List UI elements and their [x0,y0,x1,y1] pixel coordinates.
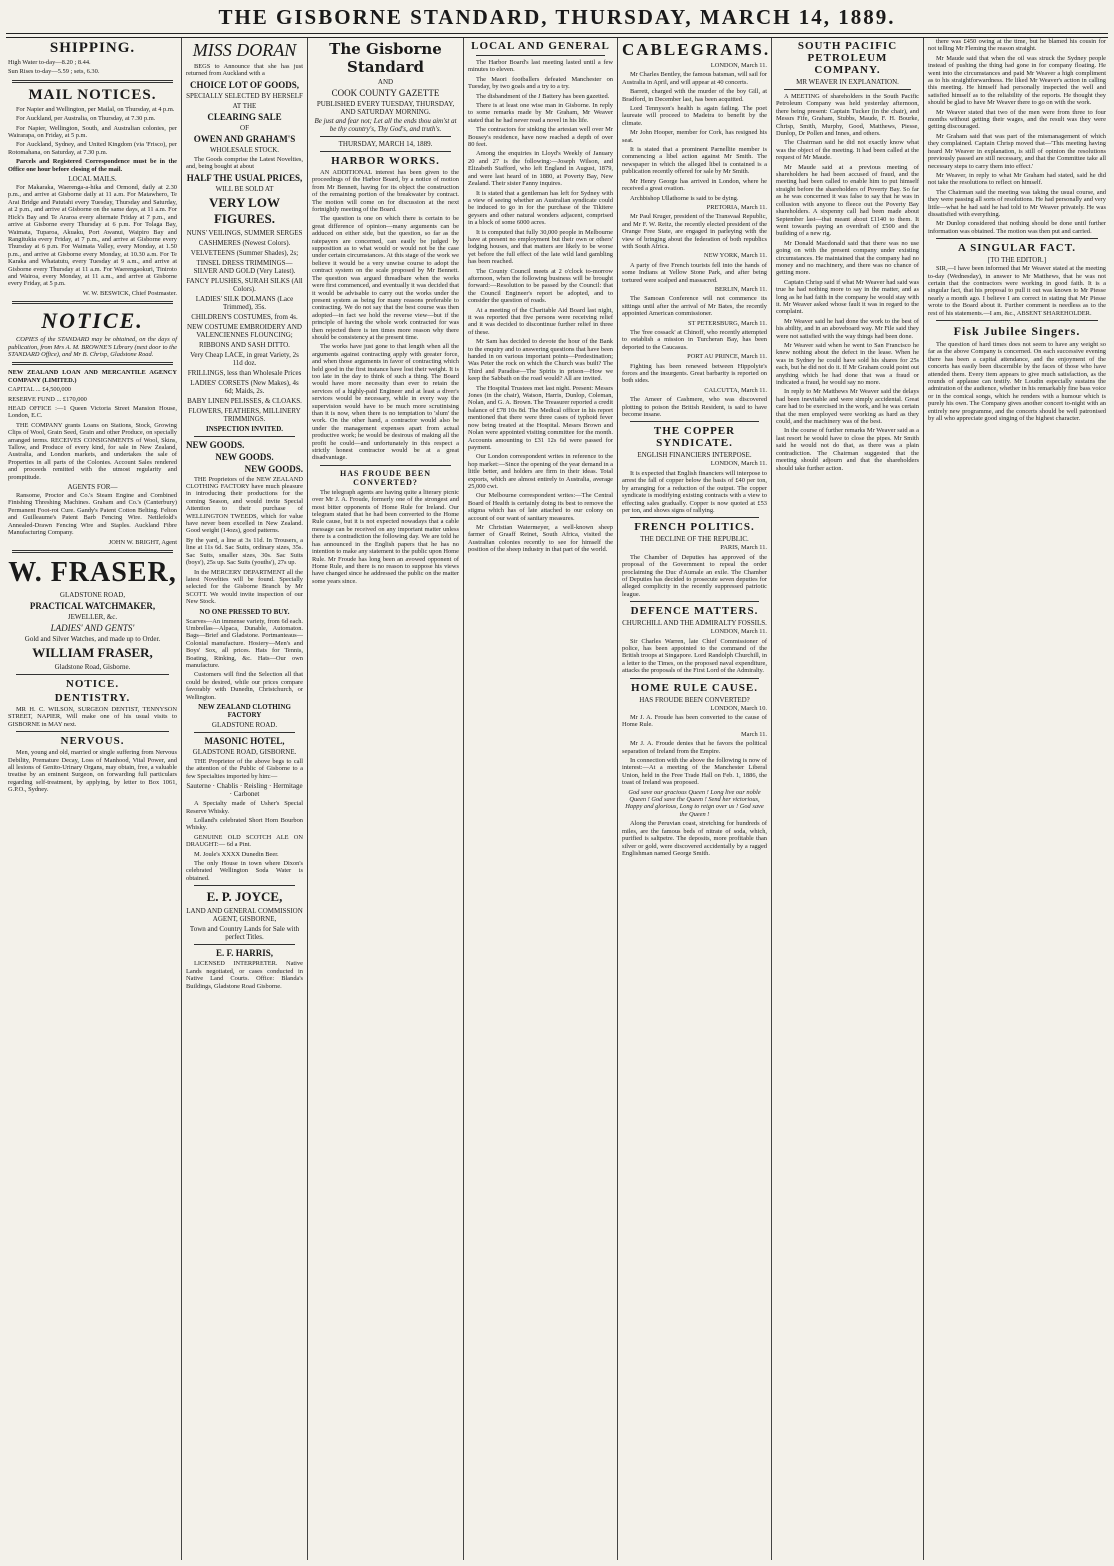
dentistry-heading: DENTISTRY. [54,691,131,704]
reserve-line: RESERVE FUND ... £170,000 [8,395,87,403]
home-rule-subheading: HAS FROUDE BEEN CONVERTED? [639,695,750,704]
petroleum-paragraph: Mr Donald Macdonald said that there was no use going on with the present company under existing circumstances. He maintained that the company had no money and no machinery, and there was no chance of getting more. [776,239,919,277]
french-heading: FRENCH POLITICS. [634,521,755,534]
goods-item: NEW COSTUME EMBROIDERY AND VALENCIENNES FLOUNCING; [187,322,302,339]
agents-heading: AGENTS FOR— [67,483,118,492]
cable-item: Mr Paul Kruger, president of the Transvaal Republic, and Mr F. W. Reitz, the recently elected president of the Orange Free State, are engaged in parleying with the view of bringing about the federation of both republics with South Africa. [622,213,767,250]
cable-item: The 'free cossack' at Chinoff, who recently attempted to establish a mission in Turcheran Bay, has been deported to the Caucasus. [622,329,767,351]
column-2 [182,38,308,1560]
goods-item: LADIES' CORSETS (New Makes), 4s 6d; Maids, 2s. [190,378,299,395]
petroleum-continued: Mr Maude said that when the oil was struck the Sydney people instead of pushing the thing had gone in for company floating. He went into the circumstances and paid Mr Weaver a high compliment as to his straightforwardness. He liked Mr Weaver's action in calling this meeting. He himself had personally inspected the well and satisfied himself as to the reliability of the reports. He thought they should be glad to have Mr Weaver there to go on with the work. [928,54,1106,107]
copper-subheading: ENGLISH FINANCIERS INTERPOSE. [637,451,752,460]
divider [320,136,451,137]
goods-item: CHILDREN'S COSTUMES, from 4s. [191,312,298,321]
harbor-paragraph: The works have just gone to that length when all the arguments against contracting apply with greater force, and when those arguments in favor of contracting which held good in the first instance have lost their weight. It is too late in the day to think of such a thing. The Board would have more necessity than ever to retain the services of a highly-paid Engineer and at least a diver's services would be necessary, while in every way the supervision would have to be much more scrutinising than it is now, when there is no temptation to 'slum' the work. On the other hand, a contractor would also be under the management expenses apart from actual productive work; he would be desirous of making all the profit he could—and unfortunately in this respect a strictly honest contractor would be at a great disadvantage. [312,343,459,462]
french-subheading: THE DECLINE OF THE REPUBLIC. [640,535,749,544]
local-item: Our Melbourne correspondent writes:—The Central Board of Health is certainly doing its best to remove the stigma which has of late attached to our colony on account of our want of sanitary measures. [468,492,613,522]
company-text: THE COMPANY grants Loans on Stations, Stock, Growing Clips of Wool, Grain Seed, Grain and other Produce, on specially arranged terms. RECEIVES CONSIGNMENTS of Wool, Skins, Tallow, and Produce of every kind, for sale in New Zealand, Australia, and London markets, and undertakes the sale of Properties in all parts of the Colonies. Account Sales rendered and proceeds remitted with the utmost regularity and promptitude. [8,421,177,481]
scarves-list: Scarves—An immense variety, from 6d each. Umbrellas—Alpaca, Dunable, Automaton. Bags—Brief and Gladstone. Portmanteaus—Colonial manufacture. Hosiery—Men's and Boys' Sox, all prices. Hats for Tennis, Boating, Rinking, &c. Hats—Our own manufacture. [186,617,303,669]
dateline: PARIS, March 11. [720,544,767,552]
divider [194,436,295,437]
goods-item: TINSEL DRESS TRIMMINGS—SILVER AND GOLD (Very Latest). [193,258,296,275]
local-item: It is stated that a gentleman has left for Sydney with a view of seeing whether an Australian syndicate could be induced to go in for the purchase of the Tikitere geysers and other natural wonders adjacent, comprised in a block of some 6000 acres. [468,189,613,227]
harbor-works-heading: HARBOR WORKS. [331,155,440,167]
petroleum-heading: SOUTH PACIFIC PETROLEUM COMPANY. [797,40,898,76]
fisk-text: The question of hard times does not seem to have any weight so far as the above Company is concerned. On each successive evening there has been a capital attendance, and the enjoyment of the concerts has easily been discernible by the faces of those who have attended them. Every item appears to give much satisfaction, as the rounds of applause can testify. Mr Loudin especially sustains the admiration of the audience, whether in his remarkably fine bass voice or in the comical songs, which he renders with a humour which is purely his own. The Company gives another concert to-night with an entirely new programme, and the concerts should be well patronised by all who appreciate good singing of the highest character. [928,341,1106,423]
petroleum-paragraph: Mr Maude said at a previous meeting of shareholders he had been accused of fraud, and the meeting had been called to enable him to put himself straight before the shareholders of Poverty Bay. So far as he was concerned it was false to say that he was in collusion with anyone to fleece out the Poverty Bay shareholders. A sixpenny call had been made about September last—that meant about £1140 to them. It went towards paying an overdraft of £500 and the building of a new rig. [776,163,919,238]
tide-line: High Water to-day—8.20 ; 8.44. [8,59,91,66]
dateline: BERLIN, March 11. [714,285,767,293]
divider [12,550,173,553]
column-6 [772,38,924,1560]
divider [784,89,911,90]
cablegrams-heading: CABLEGRAMS. [622,40,771,59]
cook-county: COOK COUNTY GAZETTE [331,88,440,98]
column-5 [618,38,772,1560]
local-mails-heading: LOCAL MAILS. [68,175,117,184]
to-the-editor: [TO THE EDITOR.] [987,256,1047,265]
capital-line: CAPITAL ... £4,500,000 [8,386,71,394]
nz-loan-heading: NEW ZEALAND LOAN AND MERCANTILE AGENCY COMPANY (LIMITED.) [8,369,177,384]
cable-item: The Ameer of Cashmere, who was discovered plotting to poison the British Resident, is said to have become insane. [622,396,767,419]
cable-item: Lord Tennyson's health is again failing. The poet laureate will proceed to Madeira to benefit by the climate. [622,105,767,127]
sun-line: Sun Rises to-day—5.59 ; sets, 6.30. [8,68,100,76]
cable-item: Fighting has been renewed between Hippolyte's forces and the insurgents. Great barbarity is reported on both sides. [622,362,767,385]
masonic-address: GLADSTONE ROAD, GISBORNE. [192,748,297,756]
cable-item: Archbishop Ullathorne is said to be dying. [630,194,739,202]
divider [630,601,759,602]
divider [16,674,169,675]
cable-item: It is stated that a prominent Parnellite member is commencing a libel action against Mr Smith. The newspaper in which the alleged libel is contained is a publication recently offered for sale by Mr Smith. [622,146,767,176]
notice-text: COPIES of the STANDARD may be obtained, on the days of publication, from Mrs A. M. BROWNE'S Library (next door to the STANDARD Office), and Mr B. Chrisp, Gladstone Road. [8,336,177,358]
divider [194,732,295,733]
petroleum-continued: there was £450 owing at the time, but he blamed his cousin for not telling Mr Fleming the reason straight. [928,38,1106,53]
low-figures: VERY LOW FIGURES. [209,194,280,226]
defence-subheading: CHURCHILL AND THE ADMIRALTY FOSSILS. [622,619,767,628]
local-item: The contractors for sinking the artesian well over Mr Bousey's residence, have now reached a depth of over 80 feet. [468,126,613,149]
publication-line: PUBLISHED EVERY TUESDAY, THURSDAY, AND SATURDAY MORNING. [316,100,455,116]
paper-title: The Gisborne Standard [329,40,442,76]
lolland: Lolland's celebrated Short Horn Bourbon Whisky. [186,817,303,832]
divider [12,301,173,304]
column-4 [464,38,618,1560]
divider [476,55,605,56]
divider [320,465,451,466]
harris-text: LICENSED INTERPRETER. Native Lands negotiated, or cases conducted in Native Land Courts. Office: Blanda's Buildings, Gladstone Road Gisborne. [186,960,303,990]
gladstone-road: GLADSTONE ROAD. [211,721,278,729]
customers-text: Customers will find the Selection all that could be desired, while our prices compare favorably with Dunedin, Christchurch, or Wellington. [186,671,303,701]
local-general-heading: LOCAL AND GENERAL [471,40,610,52]
home-rule-text: Mr J. A. Froude has been converted to the cause of Home Rule. [622,714,767,729]
goods-item: VELVETEENS (Summer Shades), 2s; [190,248,299,257]
mail-item: For Napier and Wellington, per Mailal, on Thursday, at 4 p.m. [16,105,175,113]
dateline: PRETORIA, March 11. [706,203,767,211]
goods-item: CASHMERES (Newest Colors). [198,238,291,247]
clothing-text: THE Proprietors of the NEW ZEALAND CLOTHING FACTORY have much pleasure in introducing their productions for the coming Season, and would invite Special Attention to their purchase of WELLINGTON TWEEDS, which for value have never been excelled in New Zealand. Good weight (14ozs), good patterns. [186,475,303,535]
divider [16,731,169,732]
harbor-paragraph: The question is one on which there is certain to be great difference of opinion—many arguments can be adduced on either side, but the question, so far as the ratepayers are concerned, can easily be judged by supposition as to what would or would not be the case under certain circumstances. At this stage of the work we believe it would be a very unwise course to adopt the contract system on the scale proposed by Mr Bennett. The question was argued threadbare when the works were first commenced, and eventually it was decided that it would be advisable to carry out the works under the present system as being for many reasons preferable to contracting. We do not say that the best course was then adopted—in fact we hold the reverse view—but if the principle of having the whole work contracted for was then rejected there is ten times more reason why there should be consistency at the present time. [312,215,459,341]
copper-text: It is expected that English financiers will interpose to arrest the fall of copper below the basis of £40 per ton, by arranging for a reduction of the output. The copper syndicate is modifying existing contracts with a view to effecting sales gradually. Copper is now quoted at £53 per ton, and shows signs of rallying. [622,469,767,514]
dateline: NEW YORK, March 11. [703,252,767,260]
goods-item: RIBBONS AND SASH DITTO. [199,340,290,349]
will-be-sold: WILL BE SOLD AT [215,184,274,193]
wine-list: Sauterne · Chablis · Reisling · Hermitage · Carbonet [186,782,303,799]
notice2-heading: NOTICE. [65,677,120,690]
fraser-address: GLADSTONE ROAD, [59,590,126,599]
masthead: THE GISBORNE STANDARD, THURSDAY, MARCH 14, 1889. [218,5,896,29]
divider [630,517,759,518]
petroleum-paragraph: Captain Chrisp said if what Mr Weaver had said was true he had nothing more to say in the matter, and as long as he had faith in the company he would stay with it. Mr Weaver asked whose fault it was in regard to the complaint. [776,278,919,316]
local-item: Among the enquiries in Lloyd's Weekly of January 20 and 27 is the following:—Joseph Wilson, and Elizabeth Stafford, who left England in August, 1879, and were last heard of in 1880, at Poverty Bay, New Zealand. Their sister Fanny inquires. [468,150,613,188]
harbor-paragraph: AN ADDITIONAL interest has been given to the proceedings of the Harbor Board, by a notice of motion from Mr Bennett, having for its object the construction of the remaining portion of the breakwater by contract. The motion will come on for discussion at the next fortnightly meeting of the Board. [312,169,459,214]
dateline: LONDON, March 11. [710,460,767,468]
mail-notices-heading: MAIL NOTICES. [28,86,157,103]
new-goods-3: NEW GOODS. [244,463,303,474]
cable-item: Mr Charles Bentley, the famous batsman, will sail for Australia in April, and will appear at 40 concerts. [622,71,767,86]
masonic-hotel: MASONIC HOTEL, [204,736,285,746]
column-7 [924,38,1110,1560]
masonic-text: THE Proprietor of the above begs to call the attention of the Public of Gisborne to a few Specialties imported by him:— [186,758,303,780]
postmaster: W. W. BESWICK, Chief Postmaster. [82,289,177,297]
fraser-ladies: LADIES' AND GENTS' [50,622,135,633]
dateline: LONDON, March 10. [710,704,767,712]
miss-doran: MISS DORAN [192,40,297,60]
dateline: LONDON, March 11. [710,62,767,69]
choice-lot: CHOICE LOT OF GOODS, [189,79,300,90]
local-item: Our London correspondent writes in reference to the hop market:—Since the opening of the year demand in a little better, and holders are firm in their ideas. Total exports, which are almost entirely to Australia, average 25,000 cwt. [468,453,613,490]
petroleum-subheading: MR WEAVER IN EXPLANATION. [796,78,899,86]
fraser-gold: Gold and Silver Watches, and made up to Order. [24,634,161,643]
mail-item: For Auckland, Sydney, and United Kingdom (via 'Frisco), per Rotomahana, on Saturday, at 7.30 p.m. [8,141,177,156]
shipping-heading: SHIPPING. [49,40,136,56]
froude-heading: HAS FROUDE BEEN CONVERTED? [339,468,431,487]
french-text: The Chamber of Deputies has approved of the proposal of the Government to repeal the order proclaiming the Duc d'Aumale an exile. The Chamber of Deputies has decided to prosecute seven deputies for alleged complicity in the recently suppressed patriotic league. [622,553,767,598]
new-goods-1: NEW GOODS. [186,439,245,450]
divider [936,238,1098,239]
wholesale-stock: WHOLESALE STOCK. [209,145,280,154]
divider [630,678,759,679]
selected: SPECIALLY SELECTED BY HERSELF [186,91,303,100]
at-the: AT THE [232,101,257,110]
divider [194,885,295,886]
petroleum-paragraph: In reply to Mr Matthews Mr Weaver said the delays had been inevitable and were simply accidental. Great care had to be exercised in the work, and he was certain that the men employed were working as hard as they could, and the machinery was of the best. [776,388,919,426]
doran-announce: BEGS to Announce that she has just returned from Auckland with a [186,63,303,78]
home-rule-heading: HOME RULE CAUSE. [631,681,758,694]
owen-graham: OWEN AND GRAHAM'S [193,133,296,144]
local-item: The Maori footballers defeated Manchester on Tuesday, by two goals and a try to a try. [468,75,613,91]
harris-name: E. F. HARRIS, [216,948,273,959]
local-mails-text: For Makaraka, Waerenga-a-hika and Ormond, daily at 2.30 p.m., and arrive at Gisborne daily at 11 a.m. For Matawhero, Te Arai Bridge and Patutahi every Tuesday, Thursday and Saturday, at 2 p.m., and arrive at Gisborne on the same days, at 11 a.m. For Hick's Bay and Te Araroa every alternate Friday at 7 p.m., and arrive at Gisborne every Thursday at 6 p.m. For Tolaga Bay, Waimata, Tuparoa, Akuaku, Port Awanui, Waipiro Bay and Rangitukia every Friday, at 7 p.m., and arrive at Gisborne every Thursday at 6 p.m. For Waimata Valley, every Monday, at 1.50 p.m., and arrive at Gisborne every Monday, at 10.30 a.m. For Te Karaka and Whatatutu, every Tuesday at 9 a.m., and arrive at Gisborne every Thursday at 11 a.m. For Waerengaokuri, Tiniroto and Wairoa, every Monday, at 11 a.m., and arrive at Gisborne every Friday, at 5 p.m. [8,184,177,288]
notice-heading: NOTICE. [41,308,144,334]
goods-item: LADIES' SILK DOLMANS (Lace Trimmed), 35s. [195,294,294,311]
bright-signature: JOHN W. BRIGHT, Agent [108,538,177,546]
nervous-heading: NERVOUS. [60,735,125,748]
mail-item: For Auckland, per Australia, on Thursday, at 7.30 p.m. [16,115,156,123]
nervous-text: Men, young and old, married or single suffering from Nervous Debility, Premature Decay, Loss of Manhood, Vital Power, and all lesions of Genito-Urinary Organs, may obtain, free, a valuable treatise by an eminent Surgeon, on forwarding full particulars regarding self-treatment, by applying, by letter to Box 1061, G.P.O., Sydney. [8,749,177,794]
clearing-sale: CLEARING SALE [207,111,282,122]
agents-text: Ransome, Proctor and Co.'s Steam Engine and Combined Finishing Threshing Machines. Graham and Co.'s (Canterbury) Permanent Foot-rot Cure. Gandy's Patent Cotton Belting. Felton and Guilleaume's Patent Barb Fencing Wire. Nettlefold's Annealed-Drawn Fencing Wire and Staples. Auckland Fibre Manufacturing Company. [8,492,177,537]
petroleum-paragraph: The Chairman said he did not exactly know what was the object of the meeting. It had been called at the request of Mr Maude. [776,139,919,162]
local-item: The Hospital Trustees met last night. Present: Messrs Jones (in the chair), Watson, Harris, Dunlop, Coleman, Nolan, and G. A. Brown. The Treasurer reported a credit balance of £78 10s 8d. The Medical officer in his report mentioned that there were three cases of typhoid fever now being treated at the Hospital. Messrs Brown and Nolan were appointed visiting committee for the month. Accounts amounting to £31 12s 6d were passed for payment. [468,384,613,451]
head-office: HEAD OFFICE :—1 Queen Victoria Street Mansion House, London, E.C. [8,405,177,420]
divider [12,80,173,83]
divider [630,421,759,422]
goods-item: BABY LINEN PELISSES, & CLOAKS. [187,396,302,405]
scotch-ale: GENUINE OLD SCOTCH ALE ON DRAUGHT:— 6d a Pint. [186,833,303,849]
local-item: It is computed that fully 30,000 people in Melbourne have at present no employment but their own or others' lodging houses, and that matters are likely to be worse yet before the full effect of the late wild land gambling has been reached. [468,228,613,266]
goods-item: FRILLINGS, less than Wholesale Prices [187,368,302,377]
dateline: PORT AU PRINCE, March 11. [687,353,767,361]
no-one-pressed: NO ONE PRESSED TO BUY. [199,607,290,616]
wilson-text: MR H. C. WILSON, SURGEON DENTIST, TENNYSON STREET, NAPIER, Will make one of his usual visits to GISBORNE in MAY next. [8,705,177,728]
joule-beer: M. Joule's XXXX Dunedin Beer. [194,850,279,858]
motto: Be just and fear not; Let all the ends thou aim'st at be thy country's, Thy God's, and truth's. [314,117,457,133]
singular-fact-heading: A SINGULAR FACT. [958,242,1076,255]
petroleum-continued: Mr Dunlop considered that nothing should be done until further information was obtained. The motion was then put and carried. [928,220,1106,235]
column-3 [308,38,464,1560]
fraser-trade2: JEWELLER, &c. [67,612,118,621]
local-item: There is at least one wise man in Gisborne. In reply to some remarks made by Mr Graham, Mr Weaver stated that he had never read a novel in his life. [468,102,613,124]
mail-item: Parcels and Registered Correspondence must be in the Office one hour before closing of the mail. [8,158,177,173]
dixon-soda: The only House in town where Dixon's celebrated Wellington Soda Water is obtained. [186,860,303,882]
local-item: The Harbor Board's last meeting lasted until a few minutes to eleven. [468,59,613,74]
joyce-sub: Town and Country Lands for Sale with perfect Titles. [189,925,300,942]
petroleum-continued: Mr Weaver, in reply to what Mr Graham had stated, said he did not take the resolutions to reflect on himself. [928,171,1106,187]
goods-item: FANCY PLUSHES, SURAH SILKS (All Colors). [186,276,303,293]
divider [936,320,1098,321]
petroleum-continued: Mr Graham said that was part of the mismanagement of which they complained. Captain Chrisp moved that—'This meeting having heard Mr Weaver in explanation, is still of opinion the resolutions previously passed are still necessary, and that the Committee take all necessary steps to carry them into effect.' [928,132,1106,170]
price-list: By the yard, a line at 3s 11d. In Trousers, a line at 11s 6d. Sac Suits, ordinary sizes, 35s. Sac Suits, smaller sizes, 30s. Sac Suits (boys'), 25s up. Sac Suits (youths'), 27s up. [186,536,303,567]
copper-heading: THE COPPER SYNDICATE. [653,425,736,450]
petroleum-paragraph: Mr Weaver said he had done the work to the best of his ability, and in an aboveboard way. Mr File said they were not satisfied with the way things had been done. [776,317,919,340]
joyce-text: LAND AND GENERAL COMMISSION AGENT, GISBORNE, [186,907,303,924]
dateline: CALCUTTA, March 11. [704,386,767,394]
new-goods-2: NEW GOODS. [215,451,274,462]
peru-text: Along the Peruvian coast, stretching for hundreds of miles, are the famous beds of nitrate of soda, which, purified is saltpetre. The deposits, more profitable than silver or gold, were discovered accidentally by a ragged Englishman named George Smith. [622,820,767,857]
defence-heading: DEFENCE MATTERS. [630,605,759,618]
petroleum-paragraph: Mr Weaver said when he went to San Francisco he knew nothing about the defect in the lease. When he was in Sydney he could have sold his shares for 25s each, but he did not do it. If Mr Graham could point out anything which he had done that was a fraud or indicated a fraud, he would say no more. [776,342,919,387]
petroleum-continued: Mr Weaver stated that two of the men were from three to four months without getting their wages, and the result was they were getting discouraged. [928,108,1106,131]
william-fraser: WILLIAM FRASER, [32,644,153,660]
dateline: ST PETERSBURG, March 11. [688,319,767,327]
fraser-name: W. FRASER, [8,556,177,588]
local-item: The County Council meets at 2 o'clock to-morrow afternoon, when the following business will be brought forward:—Resolution to be passed by the Council: that the Council Engineer's report be adopted, and to consider the question of roads. [468,267,613,305]
home-rule-text: Mr J. A. Froude denies that he favors the political separation of Ireland from the Empire. [622,740,767,755]
goods-text: The Goods comprise the Latest Novelties, and, being bought at about [186,155,303,171]
joyce-name: E. P. JOYCE, [206,889,283,905]
local-item: Mr Christian Watermeyer, a well-known sheep farmer of Graaff Reinet, South Africa, visited the Australian colonies recently to see for himself the position of the sheep industry in that part of the world. [468,523,613,554]
local-item: At a meeting of the Charitable Aid Board last night, it was reported that five persons were receiving relief and it was decided to discontinue further relief in three of these. [468,306,613,336]
goods-item: FLOWERS, FEATHERS, MILLINERY TRIMMINGS. [188,406,301,423]
local-item: The disbandment of the J Battery has been gazetted. [476,92,610,100]
specialty: A Specialty made of Usher's Special Reserve Whisky. [186,800,303,815]
petroleum-paragraph: In the course of further remarks Mr Weaver said as a last resort he would have to close the pipes. Mr Smith said he would not do that, as there was a plain contradiction. The Chairman suggested that the meeting should adjourn and that the shareholders should take further action. [776,427,919,472]
goods-item: Very Cheap LACE, in great Variety, 2s 11d doz. [190,350,299,367]
nz-clothing-factory: NEW ZEALAND CLOTHING FACTORY [198,703,291,719]
mercery-text: In the MERCERY DEPARTMENT all the latest Novelties will be found. Specially selected for the Gisborne Branch by Mr SCOTT. We would invite inspection of our New Stock. [186,568,303,606]
home-rule-text: In connection with the above the following is now of interest:—At a meeting of the Manchester Liberal Union, held in the Free Trade Hall on Feb. 1, 1886, the toast of Ireland was proposed. [622,757,767,787]
dateline: LONDON, March 11. [710,628,767,636]
william-fraser-address: Gladstone Road, Gisborne. [54,662,131,671]
froude-paragraph: The telegraph agents are having quite a literary picnic over Mr J. A. Froude, formerly one of the strongest and most bitter opponents of Home Rule for Ireland. Our telegram stated that he had been converted to the Home Rule cause, but it is not expected nowadays that a cable message can be received on any important matter unless there is a contradiction the following day. We are told he has announced in the English papers that he has no intention to make any statement to the public upon Home Rule. Mr Froude has long been an avowed opponent of Home Rule, and there is no reason to suppose his views have changed since he addressed the public on the matter some years since. [312,488,459,585]
of: OF [240,123,249,132]
half-prices: HALF THE USUAL PRICES, [186,172,303,183]
title-and: AND [377,78,394,86]
column-1 [4,38,182,1560]
fraser-trade: PRACTICAL WATCHMAKER, [29,600,156,611]
cable-item: Mr John Hooper, member for Cork, has resigned his seat. [622,129,767,144]
petroleum-paragraph: A MEETING of shareholders in the South Pacific Petroleum Company was held yesterday afternoon, there being present: Captain Tucker (in the chair), and Messrs Fife, Graham, Stubbs, Maude, F. H. Bourke, Chrisp, Smith, Murphy, Good, Matthews, Piesse, Dunlop, Dr Pollen and Innes, and others. [776,93,919,138]
letter-text: SIR,—I have been informed that Mr Weaver stated at the meeting to-day (Wednesday), in answer to Mr Matthews, that he was not certain that the contractors were working in good faith. It is a singular fact, that his proposal to pull it out was known to Mr Piesse nearly a month ago. I believe I am correct in stating that Mr Piesse wrote to the Board about it. Further comment is needless as to the rest of his statements.—I am, &c., ABSENT SHAREHOLDER. [928,265,1106,317]
cable-item: Mr Henry George has arrived in London, where he received a great ovation. [622,177,767,193]
dateline: March 11. [740,730,767,738]
petroleum-continued: The Chairman said the meeting was taking the usual course, and they were passing all sorts of resolutions. He had personally and very little—what he had said he had told to Mr Weaver privately. He was dissatisfied with everything. [928,188,1106,218]
goods-item: NUNS' VEILINGS, SUMMER SERGES [186,228,303,237]
issue-date: THURSDAY, MARCH 14, 1889. [338,140,433,148]
cable-item: The Samoan Conference will not commence its sittings until after the arrival of Mr Bates, the recently appointed American commissioner. [622,295,767,318]
local-item: Mr Sam has decided to devote the hour of the Bank to the enquiry and to answering questions that have been handed in on various important points—Predestination; Was Peter the rock on which the Church was built? The Third and Paradise—The Spirits in prison—How we keep the Sabbath on the road would? All are invited. [468,338,613,383]
cable-item: Barrett, charged with the murder of the boy Gill, at Bradford, in December last, has been acquitted. [622,88,767,103]
divider [12,362,173,365]
anthem: God save our gracious Queen ! Long live our noble Queen ! God save the Queen ! Send her victorious, Happy and glorious, Long to reign over us ! God save the Queen ! [625,788,764,818]
inspection-invited: INSPECTION INVITED. [205,424,284,433]
divider [320,151,451,152]
defence-text: Sir Charles Warren, late Chief Commissioner of police, has been appointed to the command of the British troops at Singapore. Lord Randolph Churchill, in a letter to the Times, on the proposed naval expenditure, attacks the proposals of the First Lord of the Admiralty. [622,637,767,675]
fisk-heading: Fisk Jubilee Singers. [953,324,1081,338]
mail-item: For Napier, Wellington, South, and Australian colonies, per Wairarapa, on Friday, at 5 p.m. [8,124,177,140]
cable-item: A party of five French tourists fell into the hands of some Indians at Yellow Stone Park, and after being tortured were scalped and massacred. [622,261,767,284]
divider [194,944,295,945]
